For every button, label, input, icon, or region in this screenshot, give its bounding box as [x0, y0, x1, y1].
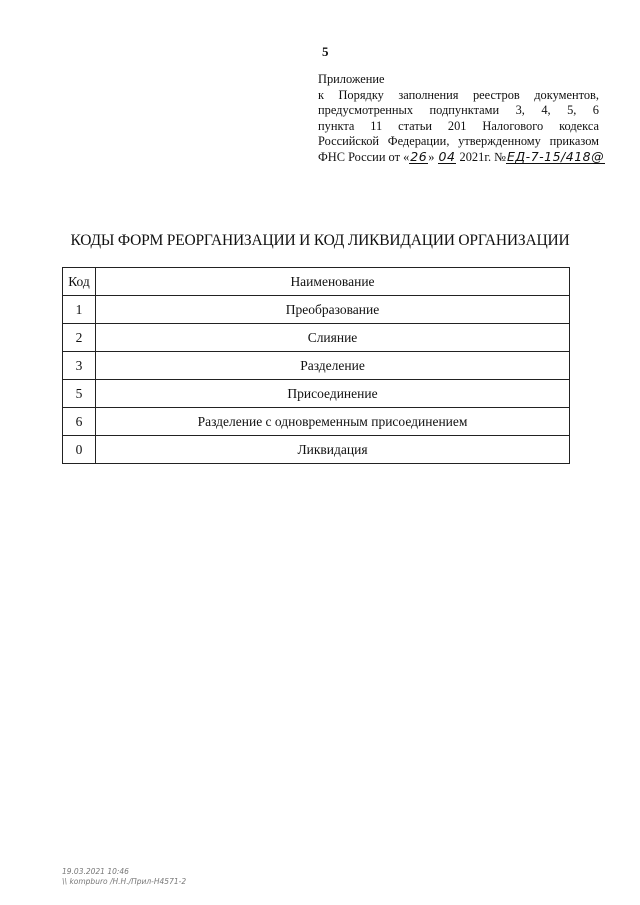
order-year: 2021г. № — [459, 149, 507, 164]
codes-table — [62, 267, 570, 464]
appendix-line: предусмотренных подпунктами 3, 4, 5, 6 — [318, 103, 599, 117]
document-title: КОДЫ ФОРМ РЕОРГАНИЗАЦИИ И КОД ЛИКВИДАЦИИ ОРГАНИЗАЦИИ — [70, 232, 570, 249]
cell-code: 2 — [63, 324, 96, 352]
cell-name: Присоединение — [96, 380, 570, 408]
table-row — [63, 436, 570, 464]
appendix-block — [318, 72, 605, 165]
table-row — [63, 324, 570, 352]
order-month-handwritten: 04 — [438, 148, 456, 164]
appendix-line: пункта 11 статьи 201 Налогового кодекса — [318, 118, 599, 133]
cell-code: 6 — [63, 408, 96, 436]
cell-name: Разделение с одновременным присоединением — [96, 408, 570, 436]
table-row — [63, 380, 570, 408]
footer-file-path: \\ kompburo /Н.Н./Прил-Н4571-2 — [62, 876, 187, 886]
cell-name: Разделение — [96, 352, 570, 380]
cell-code: 5 — [63, 380, 96, 408]
appendix-order-line — [318, 148, 605, 166]
footer-stamp — [62, 867, 186, 886]
appendix-heading: Приложение — [318, 72, 385, 86]
cell-code: 0 — [63, 436, 96, 464]
cell-name: Слияние — [96, 324, 570, 352]
header-code: Код — [63, 268, 96, 296]
footer-timestamp: 19.03.2021 10:46 — [62, 867, 129, 876]
page-number: 5 — [322, 44, 329, 59]
order-quote: » — [428, 149, 435, 164]
cell-code: 1 — [63, 296, 96, 324]
cell-name: Преобразование — [96, 296, 570, 324]
table-row — [63, 352, 570, 380]
appendix-line: к Порядку заполнения реестров документов, — [318, 87, 599, 102]
order-prefix: ФНС России от « — [318, 149, 410, 164]
order-day-handwritten: 26 — [410, 148, 428, 164]
table-header-row — [63, 268, 570, 296]
appendix-line: Российской Федерации, утвержденному приказом — [318, 134, 599, 148]
cell-name: Ликвидация — [96, 436, 570, 464]
cell-code: 3 — [63, 352, 96, 380]
order-number-handwritten: ЕД-7-15/418@ — [507, 148, 605, 164]
header-name: Наименование — [96, 268, 570, 296]
table-row — [63, 296, 570, 324]
table-row — [63, 408, 570, 436]
